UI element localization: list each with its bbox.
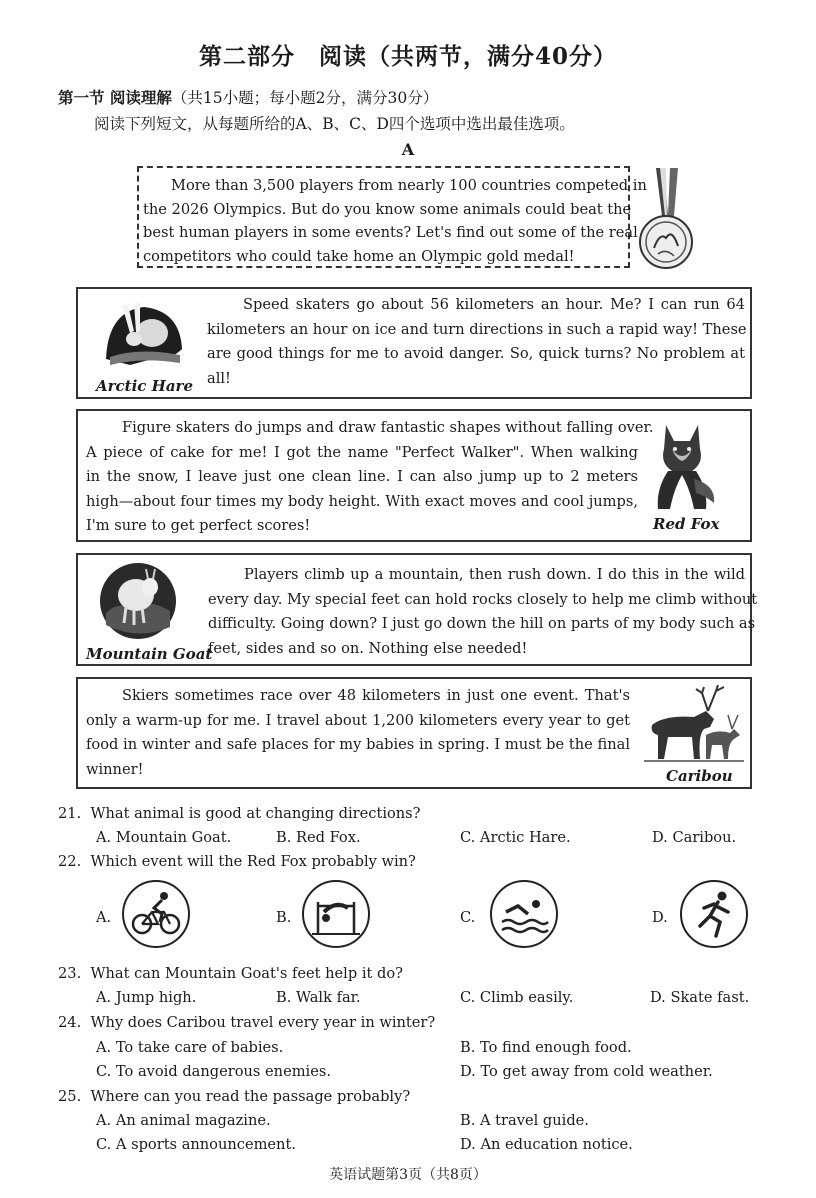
card-red-fox	[76, 409, 752, 542]
arctic-hare-icon	[100, 299, 186, 373]
option-22-c[interactable]: C.	[460, 909, 476, 926]
option-21-d[interactable]: D. Caribou.	[652, 829, 737, 846]
question-text: Which event will the Red Fox probably win?	[90, 853, 416, 870]
card-line: feet, sides and so on. Nothing else needed!	[208, 639, 528, 657]
animal-label: Red Fox	[653, 515, 720, 533]
section-label: 第一节 阅读理解	[58, 88, 172, 107]
gold-medal-icon	[636, 168, 696, 272]
option-23-d[interactable]: D. Skate fast.	[650, 989, 750, 1006]
mountain-goat-icon	[98, 561, 178, 641]
question-text: Why does Caribou travel every year in winter?	[90, 1014, 436, 1031]
question-number: 24.	[58, 1014, 82, 1031]
question-number: 23.	[58, 965, 82, 982]
option-22-b[interactable]: B.	[276, 909, 292, 926]
card-line: winner!	[86, 760, 144, 778]
option-24-a[interactable]: A. To take care of babies.	[96, 1039, 284, 1056]
instruction-text: 阅读下列短文，从每题所给的A、B、C、D四个选项中选出最佳选项。	[94, 115, 575, 133]
section-heading	[58, 86, 438, 108]
option-21-b[interactable]: B. Red Fox.	[276, 829, 361, 846]
question-23	[58, 965, 403, 982]
option-25-d[interactable]: D. An education notice.	[460, 1136, 633, 1153]
red-fox-icon	[644, 419, 720, 513]
animal-label: Caribou	[666, 767, 733, 785]
question-25	[58, 1088, 410, 1105]
cycling-icon[interactable]	[122, 880, 190, 948]
option-22-a[interactable]: A.	[96, 909, 112, 926]
question-number: 25.	[58, 1088, 82, 1105]
card-line: Figure skaters do jumps and draw fantastic shapes without falling over.	[122, 419, 654, 436]
question-text: Where can you read the passage probably?	[90, 1088, 411, 1105]
option-23-a[interactable]: A. Jump high.	[96, 989, 197, 1006]
question-21	[58, 805, 421, 822]
question-text: What can Mountain Goat's feet help it do?	[90, 965, 403, 982]
option-25-a[interactable]: A. An animal magazine.	[96, 1112, 271, 1129]
question-number: 22.	[58, 853, 82, 870]
option-22-d[interactable]: D.	[652, 909, 668, 926]
question-text: What animal is good at changing directions?	[90, 805, 421, 822]
section-scoring: （共15小题；每小题2分，满分30分）	[171, 89, 439, 107]
card-line: all!	[207, 369, 231, 387]
card-line: high—about four times my body height. With exact moves and cool jumps,	[86, 492, 638, 510]
card-arctic-hare	[76, 287, 752, 399]
high-jump-icon[interactable]	[302, 880, 370, 948]
option-25-c[interactable]: C. A sports announcement.	[96, 1136, 296, 1153]
option-24-b[interactable]: B. To find enough food.	[460, 1039, 632, 1056]
option-23-b[interactable]: B. Walk far.	[276, 989, 361, 1006]
intro-line: best human players in some events? Let's find out some of the real	[143, 224, 638, 241]
option-21-a[interactable]: A. Mountain Goat.	[96, 829, 232, 846]
question-22	[58, 853, 416, 870]
option-24-d[interactable]: D. To get away from cold weather.	[460, 1063, 713, 1080]
question-number: 21.	[58, 805, 82, 822]
option-21-c[interactable]: C. Arctic Hare.	[460, 829, 571, 846]
card-line: in the snow, I leave just one clean line. I can also jump up to 2 meters	[86, 468, 638, 485]
animal-label: Arctic Hare	[96, 377, 193, 395]
card-line: kilometers an hour on ice and turn directions in such a rapid way! These	[207, 320, 747, 338]
card-line: food in winter and safe places for my babies in spring. I must be the final	[86, 736, 630, 753]
page-title: 第二部分 阅读（共两节，满分40分）	[198, 43, 617, 70]
intro-line: the 2026 Olympics. But do you know some animals could beat the	[143, 200, 632, 218]
running-icon[interactable]	[680, 880, 748, 948]
animal-label: Mountain Goat	[86, 645, 213, 663]
card-line: Skiers sometimes race over 48 kilometers in just one event. That's	[122, 687, 630, 704]
question-24	[58, 1014, 435, 1031]
card-caribou	[76, 677, 752, 789]
card-line: Speed skaters go about 56 kilometers an hour. Me? I can run 64	[243, 296, 745, 313]
passage-letter: A	[401, 140, 415, 159]
page-footer: 英语试题第3页（共8页）	[329, 1167, 487, 1183]
intro-box	[137, 166, 647, 268]
intro-line: More than 3,500 players from nearly 100 countries competed in	[171, 177, 647, 194]
option-24-c[interactable]: C. To avoid dangerous enemies.	[96, 1063, 331, 1080]
card-line: A piece of cake for me! I got the name "Perfect Walker". When walking	[86, 443, 638, 461]
option-23-c[interactable]: C. Climb easily.	[460, 989, 574, 1006]
card-mountain-goat	[76, 553, 758, 666]
option-25-b[interactable]: B. A travel guide.	[460, 1112, 589, 1129]
card-line: are good things for me to avoid danger. So, quick turns? No problem at	[207, 345, 745, 362]
card-line: every day. My special feet can hold rocks closely to help me climb without	[208, 590, 758, 608]
card-line: difficulty. Going down? I just go down the hill on parts of my body such as	[208, 615, 756, 632]
card-line: only a warm-up for me. I travel about 1,200 kilometers every year to get	[86, 711, 630, 729]
card-line: Players climb up a mountain, then rush down. I do this in the wild	[244, 566, 745, 583]
caribou-icon	[644, 685, 744, 765]
swimming-icon[interactable]	[490, 880, 558, 948]
intro-line: competitors who could take home an Olympic gold medal!	[143, 247, 575, 265]
card-line: I'm sure to get perfect scores!	[86, 517, 311, 534]
